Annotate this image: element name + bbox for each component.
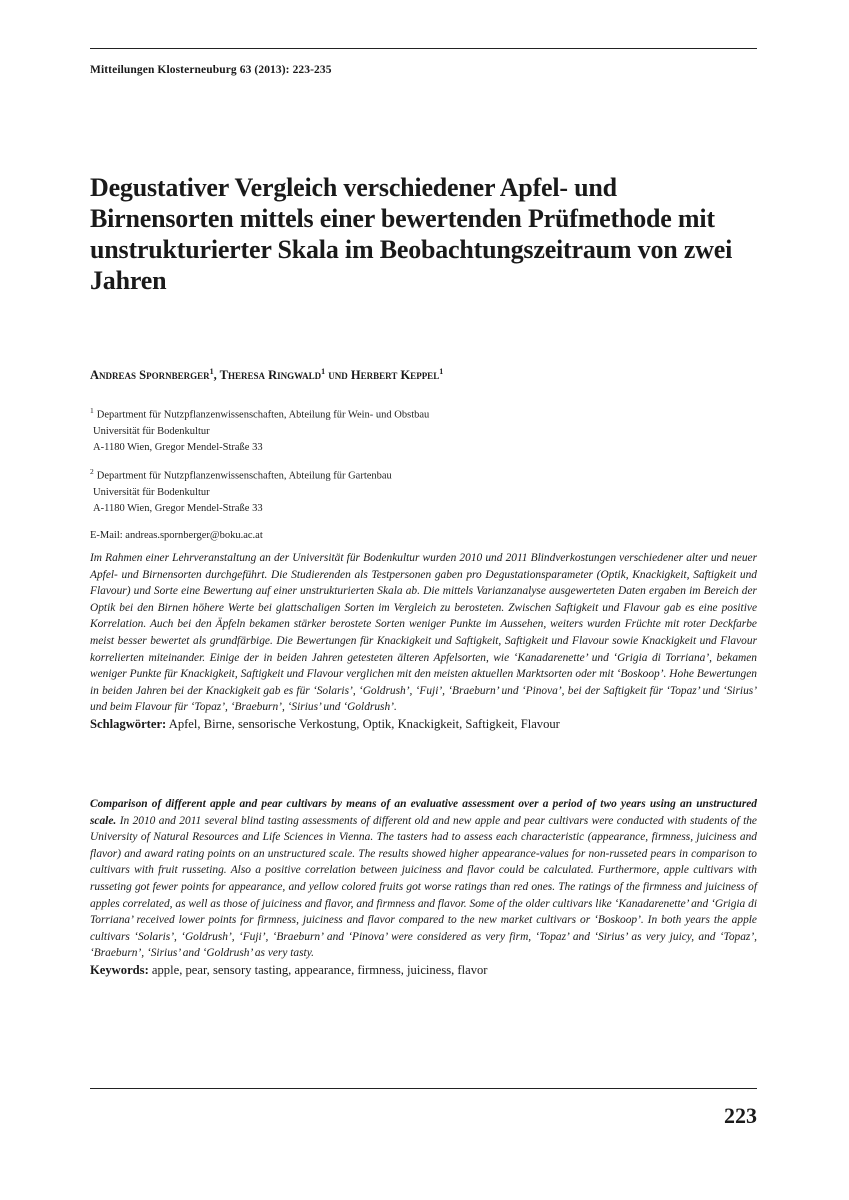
journal-citation: Mitteilungen Klosterneuburg 63 (2013): 223-235 <box>90 64 332 76</box>
author-name: Andreas Spornberger <box>90 368 210 383</box>
author-list <box>90 367 443 383</box>
affiliation-line: Universität für Bodenkultur <box>93 425 210 437</box>
author-separator: und <box>325 368 351 383</box>
keywords-german <box>90 716 757 733</box>
author-separator: , <box>213 368 220 383</box>
affiliation-line: Universität für Bodenkultur <box>93 486 210 498</box>
keywords-german-list: Apfel, Birne, sensorische Verkostung, Optik, Knackigkeit, Saftigkeit, Flavour <box>168 716 560 731</box>
author-affiliation-mark: 1 <box>321 367 326 376</box>
affiliation-line: $^1$ Department für Nutzpflanzenwissenschaften, Abteilung für Wein- und Obstbau <box>90 406 430 421</box>
abstract-english-title: Comparison of different apple and pear cultivars by means of an evaluative assessment over a period of two years using an unstructured scale. <box>90 798 757 827</box>
author-name: Theresa Ringwald <box>219 368 322 383</box>
author-affiliation-mark: 1 <box>209 367 214 376</box>
affiliation-2 <box>90 464 690 517</box>
affiliation-line: A-1180 Wien, Gregor Mendel-Straße 33 <box>93 502 263 514</box>
affiliation-number: 1 <box>90 406 94 415</box>
contact-email: E-Mail: andreas.spornberger@boku.ac.at <box>90 530 263 541</box>
header-rule <box>90 48 757 49</box>
affiliation-number: 2 <box>90 467 94 476</box>
article-title: Degustativer Vergleich verschiedener Apfel- und Birnensorten mittels einer bewertenden Prüfmethode mit unstrukturierter Skala im Beobachtungszeitraum von zwei Jahren <box>90 173 733 295</box>
page-number: 223 <box>724 1103 757 1128</box>
abstract-german-text: Im Rahmen einer Lehrveranstaltung an der Universität für Bodenkultur wurden 2010 und 2011 Blindverkostungen verschiedener alter und neuer Apfel- und Birnensorten durchgeführt. Die Studierenden als Testpersonen gaben pro Degustationsparameter (Optik, Knackigkeit, Saftigkeit und Flavour) und Sorte eine Bewertung auf einer unstrukturierten Skala ab. Die mittels Varianzanalyse ausgewerteten Daten ergaben im Bereich der Optik bei den Birnen höhere Werte bei glattschaligen Sorten im Vergleich zu berosteten. Zwischen Saftigkeit und Flavour gab es eine positive Korrelation. Auch bei den Äpfeln bekamen stärker berostete Sorten weniger Punkte im Aussehen, weiters wurden Früchte mit roter Deckfarbe meist besser bewertet als grundfärbige. Die Bewertungen für Knackigkeit und Saftigkeit, Saftigkeit und Flavour sowie Knackigkeit und Flavour korrelierten miteinander. Einige der in beiden Jahren getesteten älteren Apfelsorten, wie ‘Kanadarenette’ und ‘Grigia di Torriana’, bekamen weniger Punkte für Knackigkeit, Saftigkeit und Flavour verglichen mit den meisten aktuellen Marktsorten oder mit ‘Boskoop’. Hohe Bewertungen in beiden Jahren bei der Knackigkeit gab es für ‘Solaris’, ‘Goldrush’, ‘Fuji’, ‘Braeburn’ und ‘Pinova’, bei der Saftigkeit für ‘Topaz’ und ‘Sirius’ und beim Flavour für ‘Topaz’, ‘Braeburn’, ‘Sirius’ und ‘Goldrush’. <box>90 552 757 714</box>
keywords-english-label: Keywords: <box>90 962 149 977</box>
abstract-english <box>90 796 757 979</box>
author-affiliation-mark: 1 <box>439 367 444 376</box>
affiliation-1 <box>90 403 690 456</box>
affiliation-line: $^2$ Department für Nutzpflanzenwissenschaften, Abteilung für Gartenbau <box>90 467 392 482</box>
author-name: Herbert Keppel <box>350 368 440 383</box>
keywords-german-label: Schlagwörter: <box>90 716 167 731</box>
affiliation-line: A-1180 Wien, Gregor Mendel-Straße 33 <box>93 441 263 453</box>
footer-rule <box>90 1088 757 1089</box>
keywords-english-list: apple, pear, sensory tasting, appearance, firmness, juiciness, flavor <box>151 962 488 977</box>
abstract-english-text: In 2010 and 2011 several blind tasting assessments of different old and new apple and pear cultivars were conducted with students of the University of Natural Resources and Life Sciences in Vienna. The tasters had to assess each characteristic (appearance, firmness, juiciness and flavor) and award rating points on an unstructured scale. The results showed higher appearance-values for non-russeted pears in comparison to cultivars with fruit russeting. Also a positive correlation between juiciness and flavor could be calculated. Furthermore, apple cultivars with russeting got fewer points for appearance, and yellow colored fruits got worse ratings than red ones. The ratings of the firmness and juiciness of apples correlated, as well as those of juiciness and flavor, and firmness and flavor. Some of the older cultivars like ‘Kanadarenette’ and ‘Grigia di Torriana’ received lower points for firmness, juiciness and flavor compared to the new market cultivars or ‘Boskoop’. In both years the apple cultivars ‘Solaris’, ‘Goldrush’, ‘Fuji’, ‘Braeburn’ and ‘Pinova’ were considered as very firm, ‘Topaz’ and ‘Sirius’ as very juicy, and ‘Topaz’, ‘Braeburn’, ‘Sirius’ and ‘Goldrush’ as very tasty. <box>90 814 757 960</box>
keywords-english <box>90 962 757 979</box>
abstract-german <box>90 550 757 733</box>
